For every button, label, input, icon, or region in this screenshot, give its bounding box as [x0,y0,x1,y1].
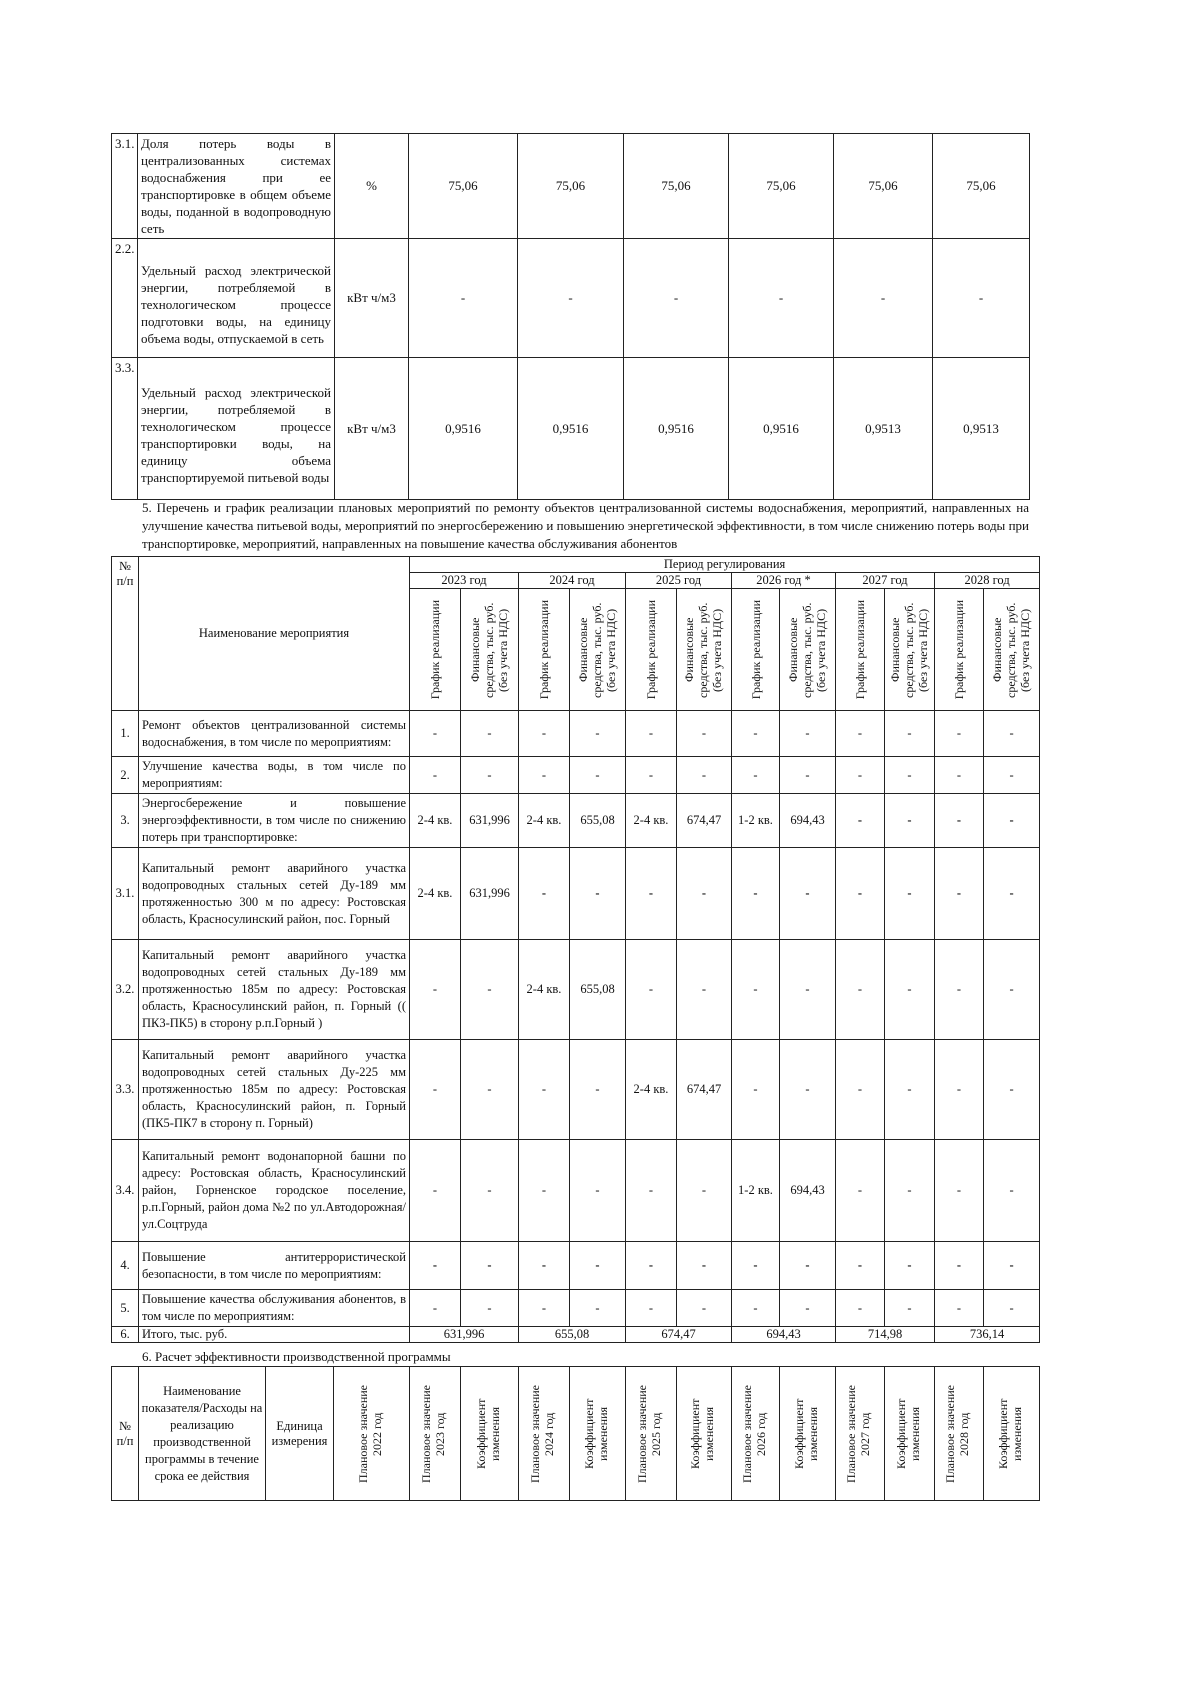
plan-2025-header: Плановое значение 2025 год [635,1384,663,1483]
finance-cell: - [885,1140,935,1242]
finance-cell: 674,47 [677,1040,732,1140]
schedule-cell: - [519,757,570,794]
finance-cell: - [570,848,626,940]
coefficient-header: Коэффициент изменения [995,1398,1024,1469]
year-header: 2025 год [626,573,732,589]
finance-cell: - [570,1140,626,1242]
schedule-cell: - [410,1040,461,1140]
row-number: 3.3. [112,1040,139,1140]
value-cell: - [518,239,624,358]
schedule-cell: - [626,1242,677,1290]
finance-cell: - [461,940,519,1040]
schedule-cell: - [935,940,984,1040]
value-cell: 0,9513 [933,358,1030,500]
measure-name: Капитальный ремонт аварийного участка водопроводных стальных сетей Ду-189 мм протяженностью 300 м по адресу: Ростовская область, Красносулинский район, пос. Горный [139,848,410,940]
value-cell: 75,06 [518,134,624,239]
year-header: 2028 год [935,573,1040,589]
schedule-cell: - [935,757,984,794]
measure-name: Капитальный ремонт аварийного участка водопроводных сетей стальных Ду-225 мм протяженностью 185м по адресу: Ростовская область, Красносулинский район, п. Горный (ПК5-ПК7 в сторону п. Горный) [139,1040,410,1140]
finance-cell: - [461,1040,519,1140]
plan-2027-header: Плановое значение 2027 год [844,1384,872,1483]
total-value: 714,98 [836,1327,935,1343]
unit-cell: % [335,134,409,239]
value-cell: 75,06 [834,134,933,239]
coefficient-header: Коэффициент изменения [893,1398,922,1469]
year-header: 2024 год [519,573,626,589]
schedule-cell: - [935,794,984,848]
value-cell: 75,06 [729,134,834,239]
year-header: 2027 год [836,573,935,589]
schedule-cell: - [519,848,570,940]
row-number: 2. [112,757,139,794]
efficiency-table [111,1366,1040,1501]
row-number: 3.3. [112,358,138,500]
finance-header: Финансовые средства, тыс. руб. (без учета НДС) [682,601,724,698]
finance-cell: - [780,711,836,757]
schedule-cell: 2-4 кв. [519,940,570,1040]
unit-header: Единица измерения [266,1367,334,1501]
value-cell: - [933,239,1030,358]
finance-header: Финансовые средства, тыс. руб. (без учета НДС) [575,601,618,698]
schedule-cell: - [519,1242,570,1290]
table-row [112,358,1030,500]
finance-cell: - [677,848,732,940]
value-cell: - [834,239,933,358]
indicator-name: Доля потерь воды в централизованных системах водоснабжения при ее транспортировке в общем объеме воды, поданной в водопроводную сеть [138,134,335,239]
schedule-header: График реализации [952,599,966,700]
total-row [112,1327,1040,1343]
total-value: 736,14 [935,1327,1040,1343]
measure-name: Энергосбережение и повышение энергоэффективности, в том числе по снижению потерь при транспортировке: [139,794,410,848]
finance-cell: - [780,1290,836,1327]
total-value: 694,43 [732,1327,836,1343]
schedule-cell: - [732,940,780,1040]
schedule-cell: 2-4 кв. [410,794,461,848]
schedule-cell: - [935,711,984,757]
schedule-cell: - [519,1140,570,1242]
schedule-cell: - [935,1140,984,1242]
schedule-cell: 2-4 кв. [519,794,570,848]
finance-cell: - [984,794,1040,848]
table-row [112,239,1030,358]
finance-cell: - [984,1040,1040,1140]
row-number: 3.1. [112,134,138,239]
finance-header: Финансовые средства, тыс. руб. (без учета НДС) [989,601,1032,698]
finance-cell: - [677,1140,732,1242]
total-label: Итого, тыс. руб. [139,1327,410,1343]
finance-cell: - [984,1290,1040,1327]
schedule-cell: - [626,757,677,794]
schedule-cell: - [410,940,461,1040]
finance-cell: - [984,711,1040,757]
schedule-cell: - [836,711,885,757]
finance-header: Финансовые средства, тыс. руб. (без учета НДС) [467,601,510,698]
row-number: 1. [112,711,139,757]
finance-cell: - [677,757,732,794]
table-row [112,794,1040,848]
year-header: 2023 год [410,573,519,589]
year-header: 2026 год * [732,573,836,589]
finance-cell: 655,08 [570,794,626,848]
row-number: 6. [112,1327,139,1343]
schedule-cell: - [836,794,885,848]
table-row [112,940,1040,1040]
schedule-cell: - [626,711,677,757]
schedule-cell: - [836,848,885,940]
finance-cell: - [570,711,626,757]
row-number: 2.2. [112,239,138,358]
total-value: 655,08 [519,1327,626,1343]
schedule-cell: - [519,1290,570,1327]
table-row [112,757,1040,794]
finance-cell: - [984,940,1040,1040]
finance-cell: - [885,940,935,1040]
coefficient-header: Коэффициент изменения [791,1398,820,1469]
finance-cell: - [885,1242,935,1290]
finance-cell: - [461,1140,519,1242]
finance-cell: - [984,757,1040,794]
coefficient-header: Коэффициент изменения [688,1398,716,1469]
finance-cell: 655,08 [570,940,626,1040]
finance-cell: 694,43 [780,1140,836,1242]
value-cell: 0,9516 [409,358,518,500]
measure-name: Повышение качества обслуживания абонентов, в том числе по мероприятиям: [139,1290,410,1327]
schedule-cell: - [732,757,780,794]
finance-cell: 694,43 [780,794,836,848]
table-row [112,1040,1040,1140]
finance-cell: - [885,794,935,848]
schedule-cell: - [519,1040,570,1140]
finance-cell: - [677,711,732,757]
schedule-cell: - [836,757,885,794]
total-value: 674,47 [626,1327,732,1343]
schedule-cell: - [732,1040,780,1140]
schedule-cell: - [935,848,984,940]
schedule-header: График реализации [748,599,763,700]
table-row [112,1242,1040,1290]
schedule-cell: - [410,757,461,794]
schedule-cell: 1-2 кв. [732,1140,780,1242]
schedule-cell: - [935,1242,984,1290]
value-cell: 75,06 [409,134,518,239]
finance-cell: - [570,1290,626,1327]
row-number: 3.4. [112,1140,139,1242]
table-row [112,1140,1040,1242]
schedule-cell: - [836,1242,885,1290]
schedule-cell: - [410,1290,461,1327]
schedule-cell: - [836,1140,885,1242]
table-row [112,848,1040,940]
table-header-row [112,557,1040,573]
schedule-cell: 2-4 кв. [626,1040,677,1140]
schedule-cell: - [732,1290,780,1327]
number-header: № п/п [112,557,139,711]
finance-cell: - [570,1040,626,1140]
schedule-cell: - [626,1140,677,1242]
unit-cell: кВт ч/м3 [335,239,409,358]
schedule-header: График реализации [537,599,551,700]
row-number: 5. [112,1290,139,1327]
finance-cell: - [780,1040,836,1140]
finance-cell: - [677,1242,732,1290]
plan-2024-header: Плановое значение 2024 год [528,1384,556,1483]
value-cell: 0,9513 [834,358,933,500]
plan-2023-header: Плановое значение 2023 год [419,1384,447,1483]
row-number: 3. [112,794,139,848]
finance-cell: - [780,757,836,794]
schedule-cell: - [732,848,780,940]
table-row [112,134,1030,239]
finance-header: Финансовые средства, тыс. руб. (без учета НДС) [887,601,930,698]
schedule-cell: - [626,940,677,1040]
section-5-title: 5. Перечень и график реализации плановых мероприятий по ремонту объектов централизованной системы водоснабжения, мероприятий, направленных на улучшение качества питьевой воды, мероприятий по энергосбережению и повышению энергетической эффективности, в том числе снижению потерь воды при транспортировке, мероприятий, направленных на повышение качества обслуживания абонентов [142,500,1029,551]
measure-name: Капитальный ремонт водонапорной башни по адресу: Ростовская область, Красносулинский район, Горненское городское поселение, р.п.Горный, район дома №2 по ул.Автодорожная/ ул.Соцтруда [139,1140,410,1242]
plan-2026-header: Плановое значение 2026 год [739,1384,768,1483]
measure-name: Улучшение качества воды, в том числе по мероприятиям: [139,757,410,794]
total-value: 631,996 [410,1327,519,1343]
measures-table [111,556,1040,1343]
indicator-header: Наименование показателя/Расходы на реализацию производственной программы в течение срока ее действия [139,1367,266,1501]
finance-cell: - [677,1290,732,1327]
coefficient-header: Коэффициент изменения [473,1398,502,1469]
plan-2022-header: Плановое значение 2022 год [355,1384,384,1483]
table-row [112,1290,1040,1327]
finance-cell: - [461,757,519,794]
schedule-cell: - [410,711,461,757]
value-cell: 0,9516 [729,358,834,500]
finance-cell: - [885,711,935,757]
row-number: 4. [112,1242,139,1290]
schedule-cell: - [626,1290,677,1327]
finance-cell: - [461,1290,519,1327]
value-cell: - [409,239,518,358]
finance-cell: - [885,757,935,794]
finance-cell: - [461,1242,519,1290]
finance-cell: - [984,1140,1040,1242]
schedule-cell: 2-4 кв. [626,794,677,848]
schedule-cell: - [836,1290,885,1327]
schedule-cell: - [836,940,885,1040]
value-cell: 0,9516 [518,358,624,500]
measure-name: Капитальный ремонт аварийного участка водопроводных сетей стальных Ду-189 мм протяженностью 185м по адресу: Ростовская область, Красносулинский район, п. Горный (( ПК3-ПК5) в сторону р.п.Горный ) [139,940,410,1040]
finance-cell: - [677,940,732,1040]
finance-cell: 631,996 [461,848,519,940]
coefficient-header: Коэффициент изменения [581,1398,610,1469]
name-header: Наименование мероприятия [139,557,410,711]
schedule-cell: - [410,1140,461,1242]
value-cell: 75,06 [624,134,729,239]
section-6-title: 6. Расчет эффективности производственной программы [142,1349,451,1364]
schedule-cell: 1-2 кв. [732,794,780,848]
schedule-cell: - [732,1242,780,1290]
finance-cell: 674,47 [677,794,732,848]
measure-name: Повышение антитеррористической безопасности, в том числе по мероприятиям: [139,1242,410,1290]
value-cell: 75,06 [933,134,1030,239]
plan-2028-header: Плановое значение 2028 год [943,1384,971,1483]
finance-cell: - [885,1040,935,1140]
finance-cell: - [461,711,519,757]
schedule-cell: - [410,1242,461,1290]
finance-cell: - [780,940,836,1040]
schedule-cell: - [935,1290,984,1327]
row-number: 3.1. [112,848,139,940]
finance-cell: - [570,1242,626,1290]
value-cell: 0,9516 [624,358,729,500]
schedule-header: График реализации [853,599,867,700]
finance-cell: - [570,757,626,794]
table-row [112,711,1040,757]
finance-header: Финансовые средства, тыс. руб. (без учета НДС) [785,601,828,698]
finance-cell: - [885,848,935,940]
value-cell: - [624,239,729,358]
finance-cell: - [780,848,836,940]
finance-cell: - [984,848,1040,940]
schedule-cell: - [519,711,570,757]
number-header: № п/п [112,1367,139,1501]
schedule-cell: - [626,848,677,940]
indicator-name: Удельный расход электрической энергии, потребляемой в технологическом процессе транспортировки воды, на единицу объема транспортируемой питьевой воды [138,358,335,500]
indicator-name: Удельный расход электрической энергии, потребляемой в технологическом процессе подготовки воды, на единицу объема воды, отпускаемой в сеть [138,239,335,358]
unit-cell: кВт ч/м3 [335,358,409,500]
period-header: Период регулирования [410,557,1040,573]
finance-cell: - [780,1242,836,1290]
schedule-cell: 2-4 кв. [410,848,461,940]
table-header-row [112,1367,1040,1501]
finance-cell: - [984,1242,1040,1290]
indicators-table [111,133,1030,500]
measure-name: Ремонт объектов централизованной системы водоснабжения, в том числе по мероприятиям: [139,711,410,757]
schedule-cell: - [935,1040,984,1140]
value-cell: - [729,239,834,358]
schedule-header: График реализации [644,599,658,700]
row-number: 3.2. [112,940,139,1040]
finance-cell: - [885,1290,935,1327]
schedule-header: График реализации [428,599,442,700]
finance-cell: 631,996 [461,794,519,848]
schedule-cell: - [836,1040,885,1140]
schedule-cell: - [732,711,780,757]
